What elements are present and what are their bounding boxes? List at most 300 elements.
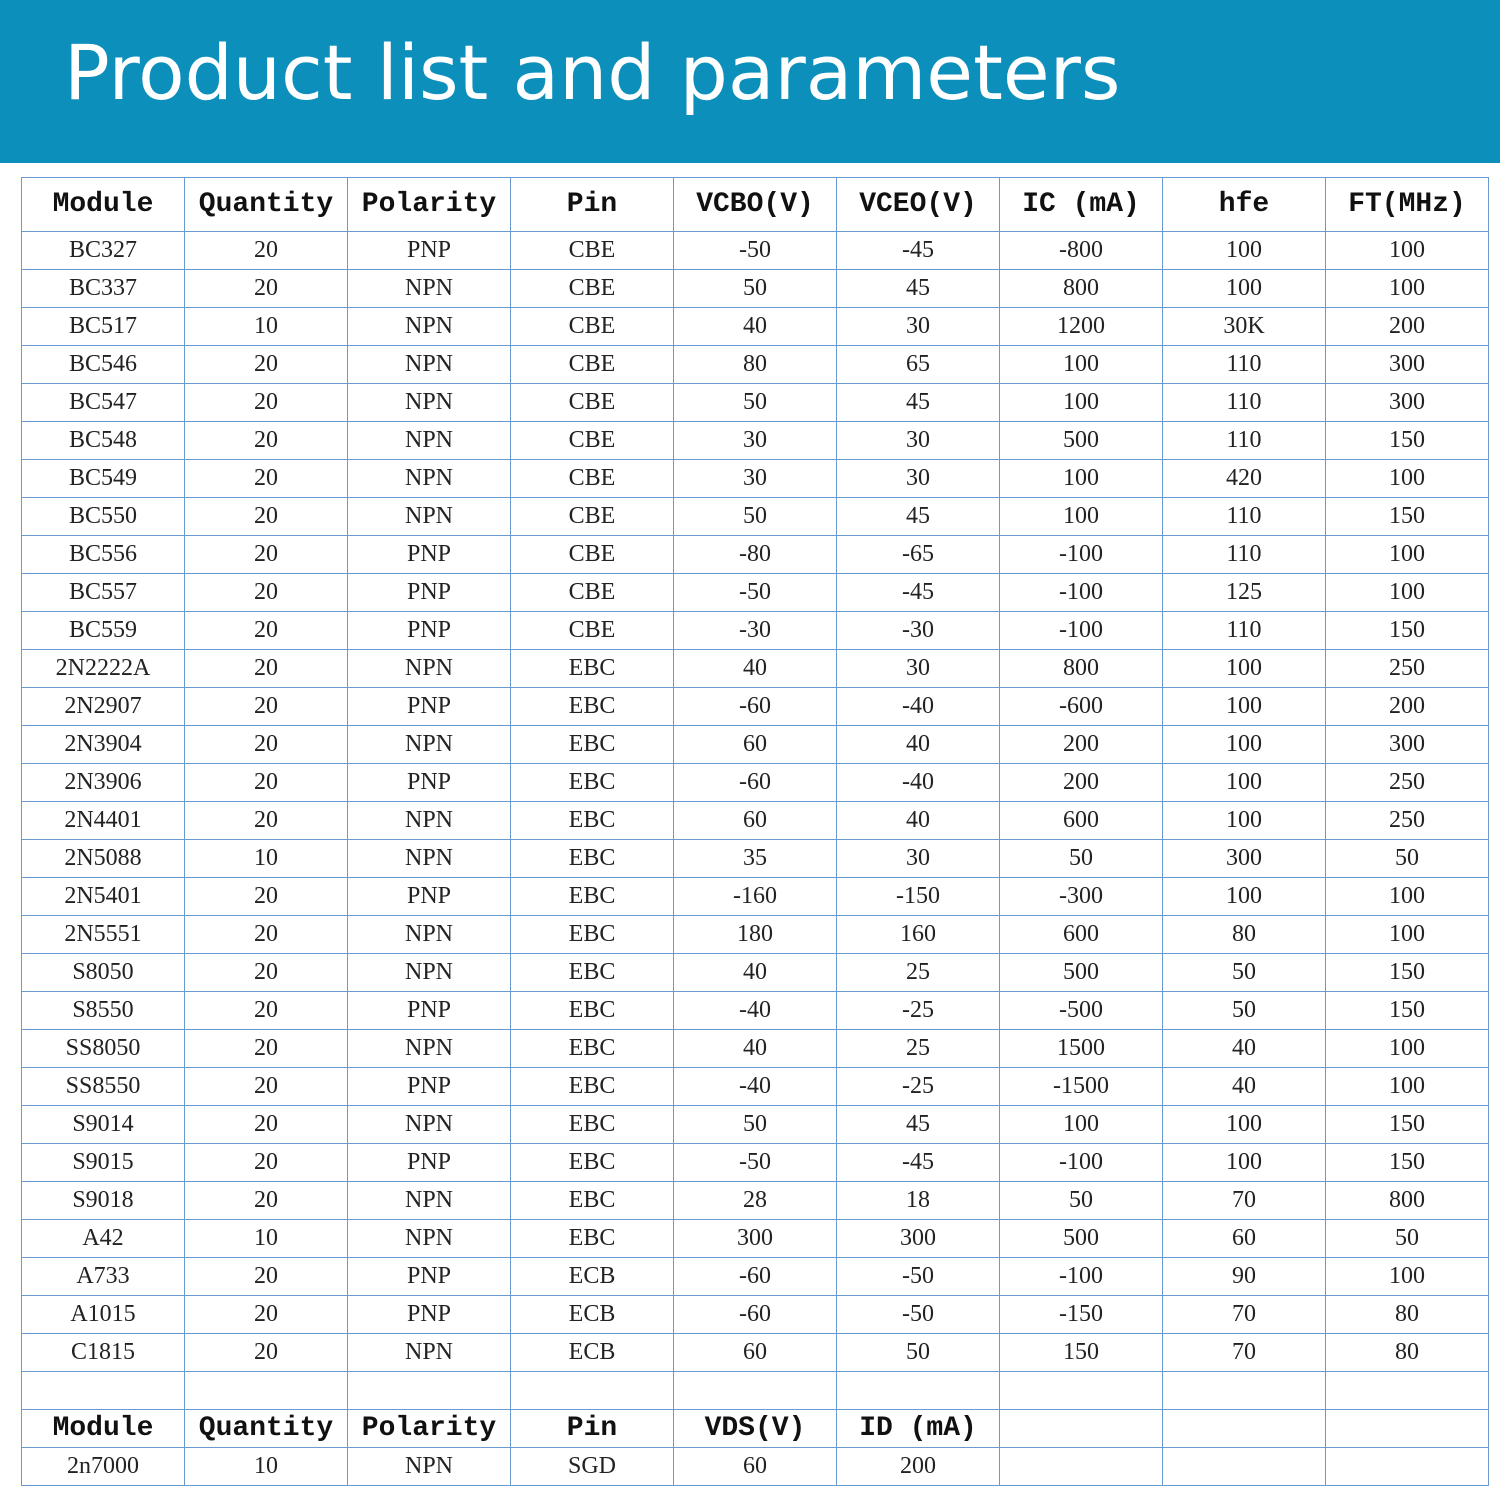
column-header: Quantity <box>185 178 348 232</box>
table-cell: 30 <box>837 308 1000 346</box>
table-cell <box>837 1372 1000 1410</box>
table-cell: PNP <box>348 1258 511 1296</box>
table-cell: 40 <box>837 802 1000 840</box>
table-cell: PNP <box>348 878 511 916</box>
table-cell: BC556 <box>22 536 185 574</box>
table-cell <box>1326 1448 1489 1486</box>
table-cell: SGD <box>511 1448 674 1486</box>
table-cell: 40 <box>674 954 837 992</box>
table-cell: 100 <box>1163 726 1326 764</box>
table-cell: S9014 <box>22 1106 185 1144</box>
table-cell: BC550 <box>22 498 185 536</box>
table-cell: 60 <box>674 1334 837 1372</box>
table-cell: -40 <box>837 764 1000 802</box>
table-row <box>22 1182 1489 1220</box>
table-cell: 50 <box>1326 1220 1489 1258</box>
table-row <box>22 802 1489 840</box>
table-cell: S8050 <box>22 954 185 992</box>
table-row <box>22 726 1489 764</box>
table-cell: 30 <box>674 460 837 498</box>
table-cell: -60 <box>674 688 837 726</box>
table-cell: PNP <box>348 764 511 802</box>
table-cell: 110 <box>1163 422 1326 460</box>
table-cell: 100 <box>1326 878 1489 916</box>
table-cell: ECB <box>511 1258 674 1296</box>
table-cell: 100 <box>1163 270 1326 308</box>
table-cell: 100 <box>1163 688 1326 726</box>
table-cell: 50 <box>1000 840 1163 878</box>
table-cell: 45 <box>837 1106 1000 1144</box>
table-row <box>22 574 1489 612</box>
table-row <box>22 916 1489 954</box>
table-cell: 1500 <box>1000 1030 1163 1068</box>
table-cell: PNP <box>348 992 511 1030</box>
table-cell: 110 <box>1163 346 1326 384</box>
table-row <box>22 840 1489 878</box>
table-cell: 110 <box>1163 498 1326 536</box>
table-cell: EBC <box>511 1106 674 1144</box>
table-cell: -800 <box>1000 232 1163 270</box>
table-cell: 100 <box>1326 232 1489 270</box>
table-cell: -30 <box>837 612 1000 650</box>
page-title: Product list and parameters <box>64 28 1121 117</box>
table-cell: -500 <box>1000 992 1163 1030</box>
table-cell: 200 <box>1000 764 1163 802</box>
table-cell: 2N2907 <box>22 688 185 726</box>
table-cell: NPN <box>348 1334 511 1372</box>
column-header: Pin <box>511 1410 674 1448</box>
table-cell: 150 <box>1326 498 1489 536</box>
table-cell: 60 <box>674 726 837 764</box>
table-cell: 30 <box>837 460 1000 498</box>
table-cell: 20 <box>185 232 348 270</box>
table-cell: -100 <box>1000 1258 1163 1296</box>
table-cell: NPN <box>348 802 511 840</box>
table-cell <box>22 1372 185 1410</box>
table-cell <box>185 1372 348 1410</box>
table-cell: SS8550 <box>22 1068 185 1106</box>
column-header: Module <box>22 178 185 232</box>
table-cell: PNP <box>348 1144 511 1182</box>
table-cell: 45 <box>837 384 1000 422</box>
table-cell: 20 <box>185 536 348 574</box>
table-cell: PNP <box>348 612 511 650</box>
table-cell: 100 <box>1326 1068 1489 1106</box>
table-row <box>22 1334 1489 1372</box>
table-cell: 50 <box>674 384 837 422</box>
table-cell: EBC <box>511 954 674 992</box>
table-cell: -25 <box>837 1068 1000 1106</box>
table-cell: 150 <box>1326 954 1489 992</box>
table-cell: A733 <box>22 1258 185 1296</box>
table-cell: BC557 <box>22 574 185 612</box>
table-cell: 20 <box>185 726 348 764</box>
table-cell: 800 <box>1000 650 1163 688</box>
table-cell: 25 <box>837 1030 1000 1068</box>
table-cell: 50 <box>674 498 837 536</box>
table-cell: 20 <box>185 688 348 726</box>
table-cell: -100 <box>1000 574 1163 612</box>
table-cell: 150 <box>1000 1334 1163 1372</box>
table-cell: 60 <box>674 1448 837 1486</box>
table-cell: BC559 <box>22 612 185 650</box>
table-cell: PNP <box>348 536 511 574</box>
table-cell: 20 <box>185 650 348 688</box>
table-cell <box>1000 1372 1163 1410</box>
table-cell: 20 <box>185 1106 348 1144</box>
table-cell: 2N5401 <box>22 878 185 916</box>
table-cell: -50 <box>674 1144 837 1182</box>
table-cell: NPN <box>348 840 511 878</box>
table-cell: 20 <box>185 878 348 916</box>
table-cell: 10 <box>185 840 348 878</box>
table-cell: -150 <box>1000 1296 1163 1334</box>
table-cell: 50 <box>674 270 837 308</box>
table-cell: NPN <box>348 916 511 954</box>
table-cell: 50 <box>1163 992 1326 1030</box>
table-cell: EBC <box>511 764 674 802</box>
table-cell: EBC <box>511 1068 674 1106</box>
table-cell: 30 <box>837 422 1000 460</box>
table-cell: NPN <box>348 346 511 384</box>
column-header: ID (mA) <box>837 1410 1000 1448</box>
table-row <box>22 498 1489 536</box>
table-cell: 100 <box>1326 1030 1489 1068</box>
table-cell: EBC <box>511 726 674 764</box>
table-cell: 2N2222A <box>22 650 185 688</box>
table-cell: CBE <box>511 308 674 346</box>
table-cell: 100 <box>1326 574 1489 612</box>
table-cell <box>511 1372 674 1410</box>
table-cell: 100 <box>1000 498 1163 536</box>
table-cell: 20 <box>185 1068 348 1106</box>
table-cell: 20 <box>185 270 348 308</box>
table-cell: 40 <box>674 308 837 346</box>
table-cell: 100 <box>1163 764 1326 802</box>
table-cell: 20 <box>185 422 348 460</box>
table-cell: 300 <box>1326 346 1489 384</box>
table-cell: 25 <box>837 954 1000 992</box>
table-cell: 10 <box>185 1448 348 1486</box>
table-cell: CBE <box>511 498 674 536</box>
table-cell: ECB <box>511 1334 674 1372</box>
table-row <box>22 688 1489 726</box>
table-cell: A42 <box>22 1220 185 1258</box>
table-cell: 50 <box>1163 954 1326 992</box>
table-row <box>22 992 1489 1030</box>
column-header: Module <box>22 1410 185 1448</box>
table-cell: EBC <box>511 878 674 916</box>
table-cell: NPN <box>348 954 511 992</box>
table-cell: -45 <box>837 1144 1000 1182</box>
table-cell: 100 <box>1326 1258 1489 1296</box>
table-cell: -40 <box>674 992 837 1030</box>
table-cell: 2N3904 <box>22 726 185 764</box>
table-cell: 300 <box>1326 726 1489 764</box>
table-cell: -100 <box>1000 612 1163 650</box>
table-row <box>22 1296 1489 1334</box>
table-cell: 420 <box>1163 460 1326 498</box>
column-header <box>1163 1410 1326 1448</box>
table-cell: 600 <box>1000 802 1163 840</box>
column-header: VCEO(V) <box>837 178 1000 232</box>
table-cell: 100 <box>1326 460 1489 498</box>
table-cell: 300 <box>1163 840 1326 878</box>
table-cell: 70 <box>1163 1334 1326 1372</box>
table-cell: 10 <box>185 1220 348 1258</box>
table-cell: 18 <box>837 1182 1000 1220</box>
table-cell: 30 <box>837 840 1000 878</box>
table-cell: -80 <box>674 536 837 574</box>
table-cell: 250 <box>1326 764 1489 802</box>
table-cell: -50 <box>674 574 837 612</box>
column-header: Polarity <box>348 1410 511 1448</box>
table-cell: 80 <box>674 346 837 384</box>
table-cell: -300 <box>1000 878 1163 916</box>
table-cell: -25 <box>837 992 1000 1030</box>
table-cell: NPN <box>348 1182 511 1220</box>
table-cell: 20 <box>185 954 348 992</box>
table-cell: 20 <box>185 1258 348 1296</box>
table-cell: 125 <box>1163 574 1326 612</box>
table-cell: -50 <box>674 232 837 270</box>
table-cell: 10 <box>185 308 348 346</box>
table-cell: 100 <box>1000 1106 1163 1144</box>
table-cell: BC327 <box>22 232 185 270</box>
table-row <box>22 232 1489 270</box>
table-cell: 100 <box>1163 878 1326 916</box>
table-cell: 100 <box>1000 384 1163 422</box>
table-cell: PNP <box>348 574 511 612</box>
table-cell: 20 <box>185 1030 348 1068</box>
table-cell: 800 <box>1000 270 1163 308</box>
table-cell: BC548 <box>22 422 185 460</box>
table-cell: -60 <box>674 764 837 802</box>
table-row <box>22 764 1489 802</box>
table-cell: CBE <box>511 460 674 498</box>
table-cell: 50 <box>674 1106 837 1144</box>
table-cell: 45 <box>837 498 1000 536</box>
table-cell: ECB <box>511 1296 674 1334</box>
table-cell: 100 <box>1326 270 1489 308</box>
table-cell: 20 <box>185 384 348 422</box>
table-cell: 2n7000 <box>22 1448 185 1486</box>
table-cell: 200 <box>837 1448 1000 1486</box>
table-cell: S9018 <box>22 1182 185 1220</box>
table-cell: NPN <box>348 726 511 764</box>
table-cell: 100 <box>1326 536 1489 574</box>
table-cell <box>1326 1372 1489 1410</box>
table-row <box>22 1220 1489 1258</box>
table-cell: 70 <box>1163 1182 1326 1220</box>
table-cell: 20 <box>185 916 348 954</box>
table-cell: 45 <box>837 270 1000 308</box>
table-cell: -65 <box>837 536 1000 574</box>
table-cell: 110 <box>1163 384 1326 422</box>
table-cell <box>348 1372 511 1410</box>
table-cell: EBC <box>511 1144 674 1182</box>
table-cell: -100 <box>1000 536 1163 574</box>
table-cell: -30 <box>674 612 837 650</box>
table-cell: 150 <box>1326 612 1489 650</box>
table-cell: -45 <box>837 574 1000 612</box>
table-cell: C1815 <box>22 1334 185 1372</box>
table-cell: NPN <box>348 498 511 536</box>
table-cell: 100 <box>1000 460 1163 498</box>
table-cell: NPN <box>348 1030 511 1068</box>
table-row <box>22 384 1489 422</box>
table-cell: -40 <box>837 688 1000 726</box>
table-cell: 28 <box>674 1182 837 1220</box>
table-cell: 40 <box>1163 1068 1326 1106</box>
table-row <box>22 1258 1489 1296</box>
table-header-row <box>22 178 1489 232</box>
table-cell: -60 <box>674 1258 837 1296</box>
table-cell: 40 <box>674 1030 837 1068</box>
table-row <box>22 650 1489 688</box>
table-cell: NPN <box>348 270 511 308</box>
table-cell: 300 <box>837 1220 1000 1258</box>
table-cell: -600 <box>1000 688 1163 726</box>
table-cell: 300 <box>674 1220 837 1258</box>
table-cell: S8550 <box>22 992 185 1030</box>
product-parameters-table <box>21 177 1489 1486</box>
table-cell: 200 <box>1326 308 1489 346</box>
table-cell: -160 <box>674 878 837 916</box>
column-header: VCBO(V) <box>674 178 837 232</box>
table-cell: 100 <box>1163 232 1326 270</box>
table-cell: 20 <box>185 764 348 802</box>
table-cell: 300 <box>1326 384 1489 422</box>
column-header: Pin <box>511 178 674 232</box>
table-cell: 20 <box>185 346 348 384</box>
table-cell: 250 <box>1326 650 1489 688</box>
column-header: hfe <box>1163 178 1326 232</box>
table-cell: 35 <box>674 840 837 878</box>
table-cell: 500 <box>1000 954 1163 992</box>
table-cell: -1500 <box>1000 1068 1163 1106</box>
table-cell: A1015 <box>22 1296 185 1334</box>
table-cell: PNP <box>348 688 511 726</box>
table-cell: 150 <box>1326 422 1489 460</box>
table-cell: 20 <box>185 802 348 840</box>
table-row <box>22 536 1489 574</box>
table-cell: EBC <box>511 650 674 688</box>
empty-row <box>22 1372 1489 1410</box>
table-row <box>22 1030 1489 1068</box>
table-cell: PNP <box>348 232 511 270</box>
table-row <box>22 1068 1489 1106</box>
table-cell: CBE <box>511 232 674 270</box>
table-cell: 100 <box>1000 346 1163 384</box>
table-cell: 160 <box>837 916 1000 954</box>
table-cell: 200 <box>1000 726 1163 764</box>
table-cell: SS8050 <box>22 1030 185 1068</box>
table-cell: CBE <box>511 536 674 574</box>
table-cell: 180 <box>674 916 837 954</box>
table-cell <box>674 1372 837 1410</box>
table-cell: PNP <box>348 1068 511 1106</box>
table-cell: 200 <box>1326 688 1489 726</box>
table-cell: 65 <box>837 346 1000 384</box>
table-cell: 110 <box>1163 612 1326 650</box>
table-cell: S9015 <box>22 1144 185 1182</box>
table-row <box>22 1448 1489 1486</box>
table-cell: -50 <box>837 1258 1000 1296</box>
table-cell: -45 <box>837 232 1000 270</box>
table-cell: BC517 <box>22 308 185 346</box>
table-cell: 250 <box>1326 802 1489 840</box>
table-cell <box>1000 1448 1163 1486</box>
title-banner <box>0 0 1500 163</box>
table-row <box>22 308 1489 346</box>
table-cell: PNP <box>348 1296 511 1334</box>
table-cell: EBC <box>511 916 674 954</box>
column-header: Quantity <box>185 1410 348 1448</box>
table-cell: -60 <box>674 1296 837 1334</box>
column-header: IC (mA) <box>1000 178 1163 232</box>
table-row <box>22 1144 1489 1182</box>
table-cell: 150 <box>1326 1144 1489 1182</box>
table-cell: -150 <box>837 878 1000 916</box>
table-cell: BC549 <box>22 460 185 498</box>
column-header <box>1000 1410 1163 1448</box>
table-row <box>22 954 1489 992</box>
table-cell: 20 <box>185 992 348 1030</box>
table-cell: 40 <box>1163 1030 1326 1068</box>
table-cell: CBE <box>511 270 674 308</box>
table-cell: 20 <box>185 1334 348 1372</box>
table-cell: NPN <box>348 460 511 498</box>
table-cell: EBC <box>511 688 674 726</box>
table-header-row <box>22 1410 1489 1448</box>
table-cell: EBC <box>511 840 674 878</box>
table-cell: 80 <box>1326 1296 1489 1334</box>
table-cell: 600 <box>1000 916 1163 954</box>
table-cell <box>1163 1448 1326 1486</box>
table-cell: -100 <box>1000 1144 1163 1182</box>
table-cell: -50 <box>837 1296 1000 1334</box>
table-row <box>22 1106 1489 1144</box>
table-cell: CBE <box>511 346 674 384</box>
table-cell: 20 <box>185 1182 348 1220</box>
table-cell: 800 <box>1326 1182 1489 1220</box>
table-cell: 20 <box>185 1296 348 1334</box>
table-cell: 100 <box>1163 802 1326 840</box>
table-cell: 70 <box>1163 1296 1326 1334</box>
table-cell: 100 <box>1163 1106 1326 1144</box>
table-cell: 500 <box>1000 1220 1163 1258</box>
table-cell: 150 <box>1326 1106 1489 1144</box>
table-cell: 30 <box>674 422 837 460</box>
table-cell: 50 <box>1000 1182 1163 1220</box>
table-cell: 60 <box>674 802 837 840</box>
table-cell: NPN <box>348 1106 511 1144</box>
table-cell: 100 <box>1163 650 1326 688</box>
table-cell: 2N3906 <box>22 764 185 802</box>
table-row <box>22 422 1489 460</box>
table-cell: 110 <box>1163 536 1326 574</box>
table-cell: CBE <box>511 384 674 422</box>
table-cell: 60 <box>1163 1220 1326 1258</box>
table-cell: BC337 <box>22 270 185 308</box>
table-cell: NPN <box>348 308 511 346</box>
table-cell: EBC <box>511 1182 674 1220</box>
table-cell: NPN <box>348 422 511 460</box>
table-cell: CBE <box>511 612 674 650</box>
table-cell: EBC <box>511 992 674 1030</box>
column-header <box>1326 1410 1489 1448</box>
